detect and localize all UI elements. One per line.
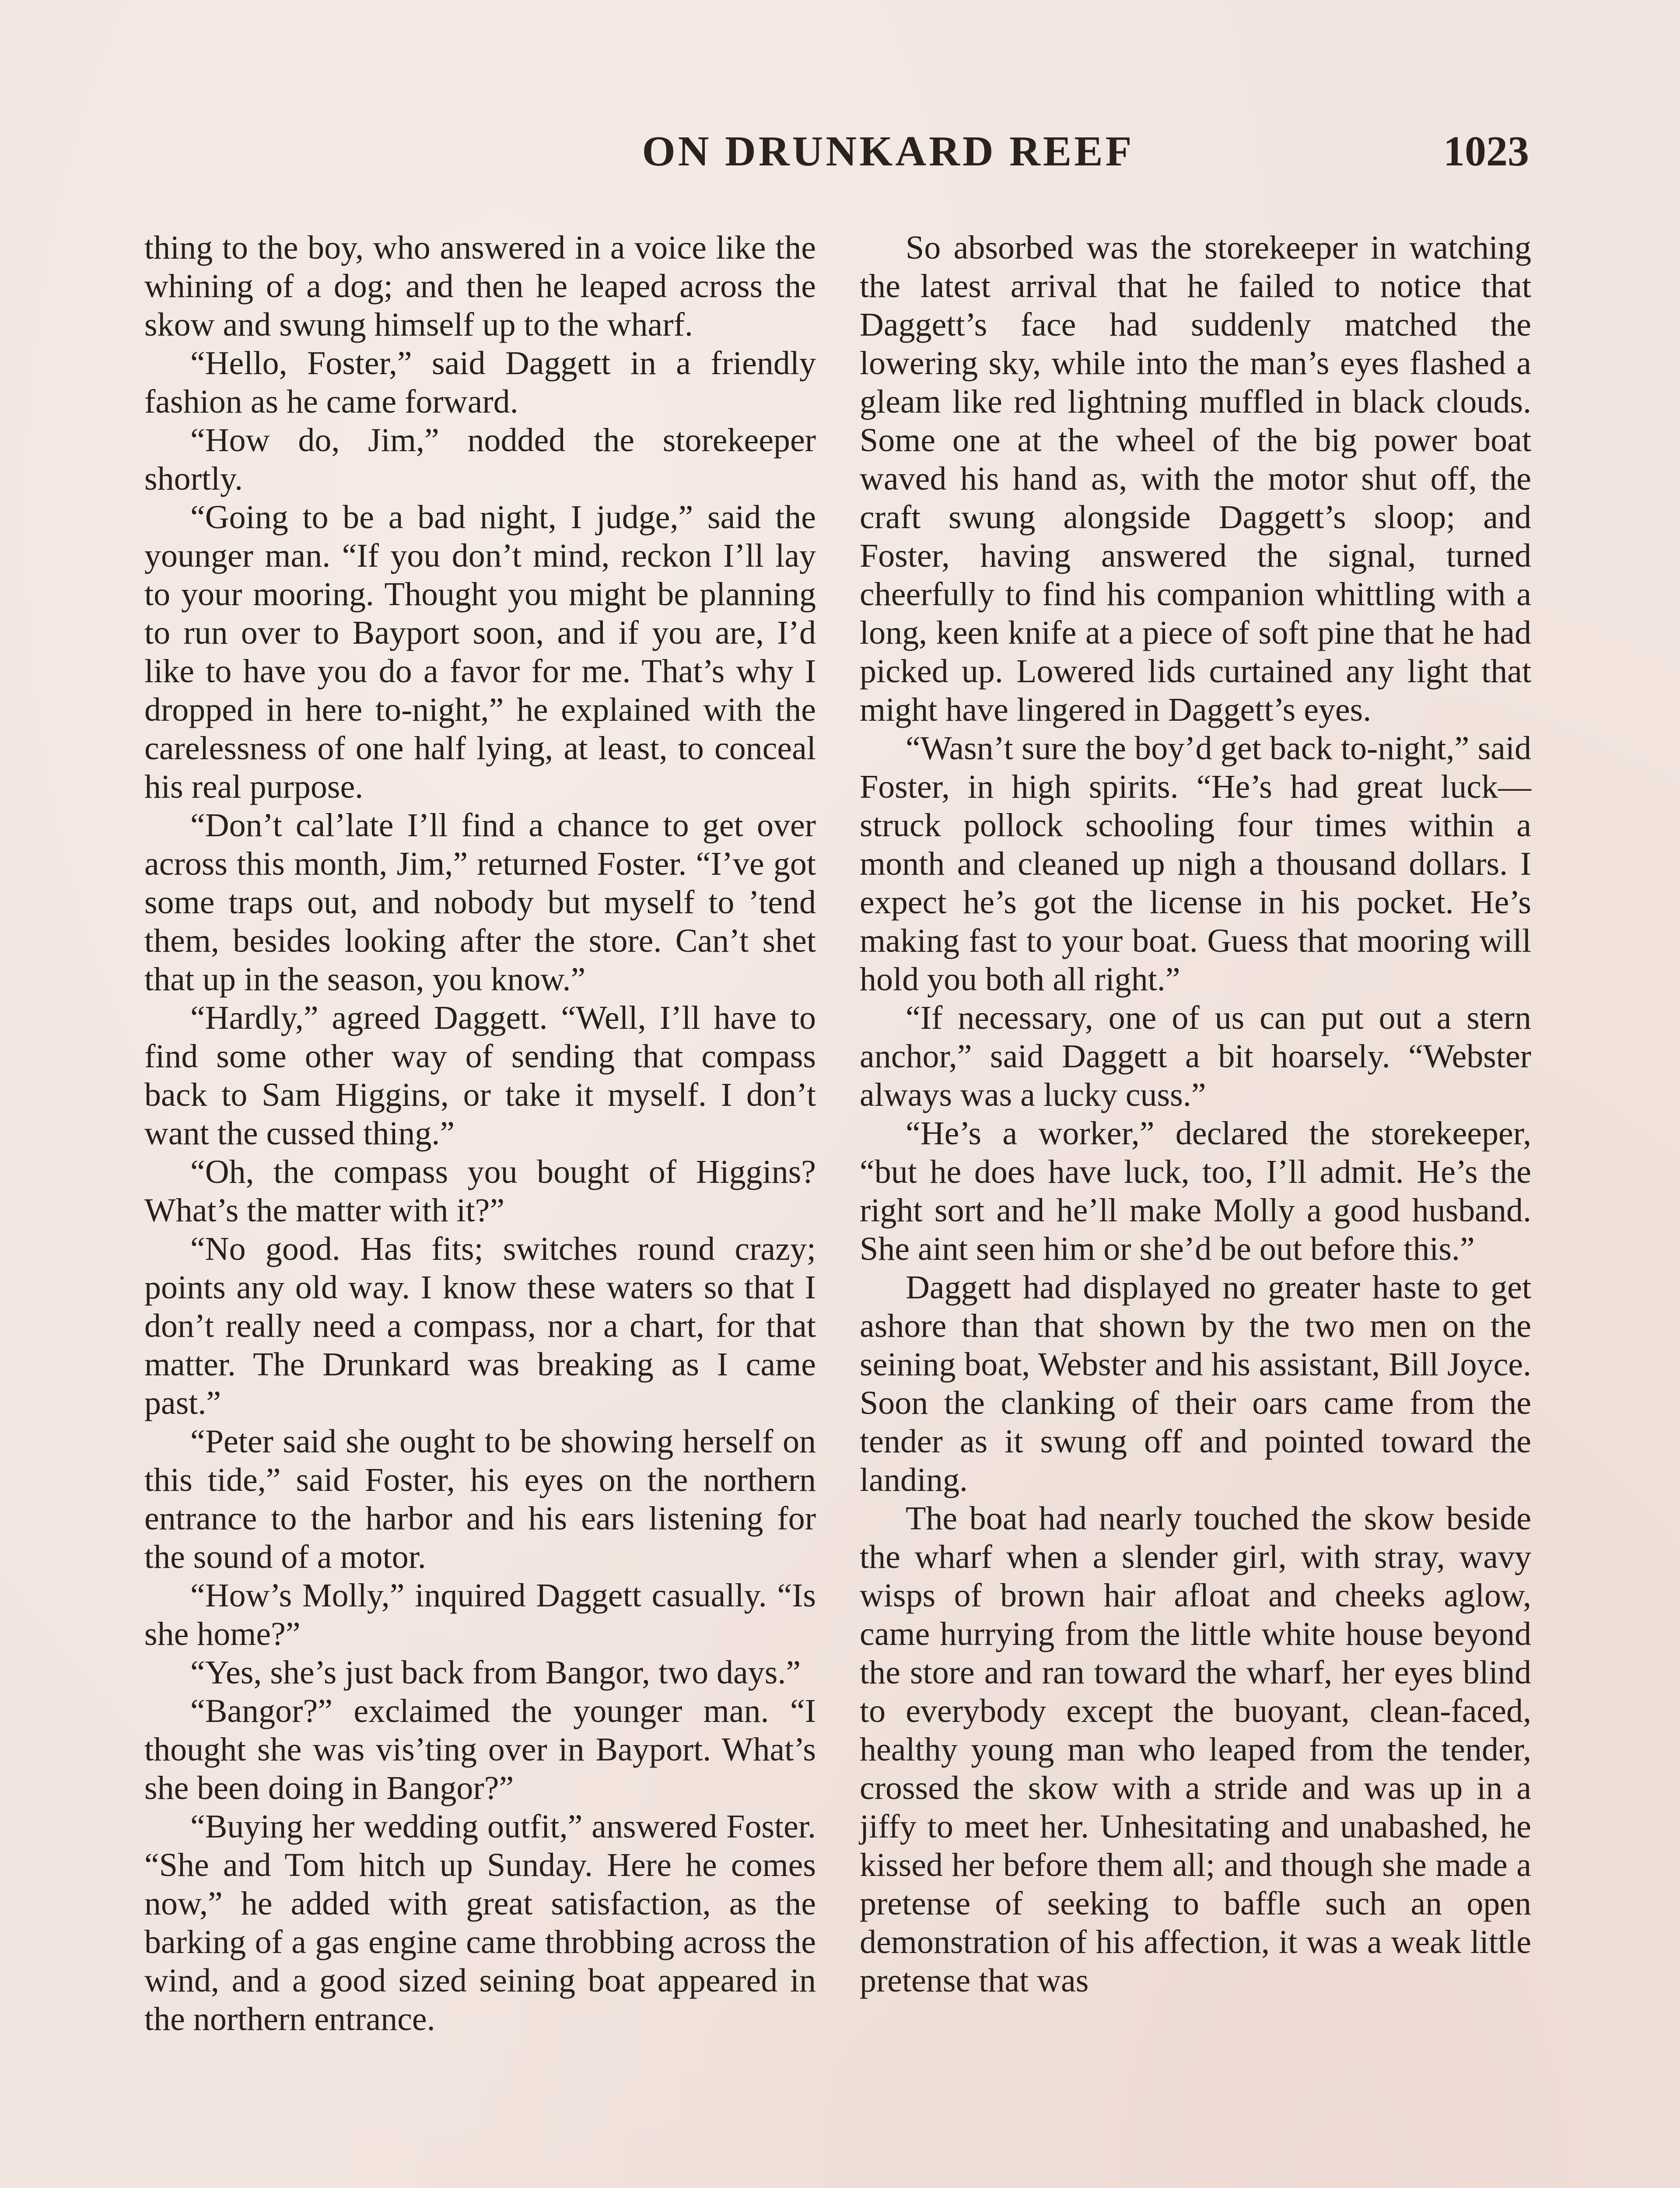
paragraph: “Buying her wedding outfit,” answered Foster. “She and Tom hitch up Sunday. Here he comes now,” he added with great satisfaction, as the barking of a gas engine came throbbing across the wind, and a good sized seining boat appeared in the northern entrance. [144, 1808, 816, 2037]
running-head-title: ON DRUNKARD REEF [642, 128, 1134, 175]
paragraph: thing to the boy, who answered in a voice like the whining of a dog; and then he leaped across the skow and swung himself up to the wharf. [144, 229, 816, 343]
left-text-column [144, 228, 816, 2188]
paragraph: “If necessary, one of us can put out a stern anchor,” said Daggett a bit hoarsely. “Webster always was a lucky cuss.” [860, 999, 1531, 1113]
paragraph: “Yes, she’s just back from Bangor, two days.” [190, 1654, 801, 1691]
paragraph: “How do, Jim,” nodded the storekeeper shortly. [144, 422, 816, 497]
paragraph: The boat had nearly touched the skow beside the wharf when a slender girl, with stray, wavy wisps of brown hair afloat and cheeks aglow, came hurrying from the little white house beyond the store and ran toward the wharf, her eyes blind to everybody except the buoyant, clean-faced, healthy young man who leaped from the tender, crossed the skow with a stride and was up in a jiffy to meet her. Unhesitating and unabashed, he kissed her before them all; and though she made a pretense of seeking to baffle such an open demonstration of his affection, it was a weak little pretense that was [860, 1500, 1531, 1999]
paragraph: “Wasn’t sure the boy’d get back to-night,” said Foster, in high spirits. “He’s had great luck—struck pollock schooling four times within a month and cleaned up nigh a thousand dollars. I expect he’s got the license in his pocket. He’s making fast to your boat. Guess that mooring will hold you both all right.” [860, 730, 1531, 998]
paragraph: “How’s Molly,” inquired Daggett casually. “Is she home?” [144, 1577, 816, 1652]
page-number: 1023 [1443, 128, 1529, 175]
paragraph: “Oh, the compass you bought of Higgins? What’s the matter with it?” [144, 1154, 816, 1229]
paragraph: “Peter said she ought to be showing herself on this tide,” said Foster, his eyes on the northern entrance to the harbor and his ears listening for the sound of a motor. [144, 1423, 816, 1575]
paragraph: “Bangor?” exclaimed the younger man. “I thought she was vis’ting over in Bayport. What’s she been doing in Bangor?” [144, 1693, 816, 1806]
paragraph: “He’s a worker,” declared the storekeeper, “but he does have luck, too, I’ll admit. He’s the right sort and he’ll make Molly a good husband. She aint seen him or she’d be out before this.” [860, 1115, 1531, 1267]
paragraph: “Don’t cal’late I’ll find a chance to get over across this month, Jim,” returned Foster. “I’ve got some traps out, and nobody but myself to ’tend them, besides looking after the store. Can’t shet that up in the season, you know.” [144, 807, 816, 998]
paragraph: “Going to be a bad night, I judge,” said the younger man. “If you don’t mind, reckon I’ll lay to your mooring. Thought you might be planning to run over to Bayport soon, and if you are, I’d like to have you do a favor for me. That’s why I dropped in here to-night,” he explained with the carelessness of one half lying, at least, to conceal his real purpose. [144, 499, 816, 805]
right-text-column [860, 228, 1531, 2188]
paragraph: Daggett had displayed no greater haste to get ashore than that shown by the two men on the seining boat, Webster and his assistant, Bill Joyce. Soon the clanking of their oars came from the tender as it swung off and pointed toward the landing. [860, 1269, 1531, 1498]
paragraph: “No good. Has fits; switches round crazy; points any old way. I know these waters so that I don’t really need a compass, nor a chart, for that matter. The Drunkard was breaking as I came past.” [144, 1231, 816, 1421]
paragraph: So absorbed was the storekeeper in watching the latest arrival that he failed to notice that Daggett’s face had suddenly matched the lowering sky, while into the man’s eyes flashed a gleam like red lightning muffled in black clouds. Some one at the wheel of the big power boat waved his hand as, with the motor shut off, the craft swung alongside Daggett’s sloop; and Foster, having answered the signal, turned cheerfully to find his companion whittling with a long, keen knife at a piece of soft pine that he had picked up. Lowered lids curtained any light that might have lingered in Daggett’s eyes. [860, 229, 1531, 728]
paragraph: “Hardly,” agreed Daggett. “Well, I’ll have to find some other way of sending that compass back to Sam Higgins, or take it myself. I don’t want the cussed thing.” [144, 999, 816, 1152]
paragraph: “Hello, Foster,” said Daggett in a friendly fashion as he came forward. [144, 345, 816, 420]
